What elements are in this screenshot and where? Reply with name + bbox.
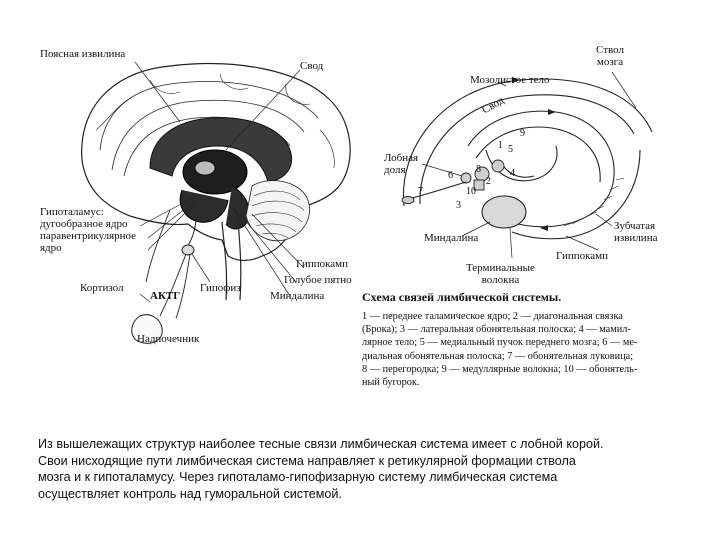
- caption: [38, 436, 688, 503]
- scheme-number-3: 3: [456, 200, 461, 211]
- legend-text: 1 — переднее таламическое ядро; 2 — диагональная связка (Брока); 3 — латеральная обонятельная полоска; 4 — мамил- лярное тело; 5 — медиальный пучок переднего мозга; 6 — ме- диальная обонятельная полоска; 7 — обонятельная луковица; 8 — перегородка; 9 — медуллярные волокна; 10 — обонятель- ный бугорок.: [362, 311, 638, 389]
- label-hypothalamus: Гипоталамус: дугообразное ядро паравентрикулярное ядро: [40, 206, 137, 254]
- scheme-number-6: 6: [448, 170, 453, 181]
- label-pituitary: Гипофиз: [200, 282, 241, 294]
- label-adrenal: Надпочечник: [137, 333, 200, 345]
- label-dentate-gyrus: Зубчатая извилина: [614, 220, 658, 244]
- scheme-number-4: 4: [510, 168, 515, 179]
- label-acth: АКТГ: [150, 290, 181, 302]
- label-terminal-fibers: Терминальные волокна: [466, 262, 535, 286]
- caption-line: осуществляет контроль над гуморальной системой.: [38, 487, 342, 502]
- label-brainstem: Ствол мозга: [596, 44, 624, 68]
- label-fornix-right: Свод: [480, 94, 507, 117]
- label-cortisol: Кортизол: [80, 282, 124, 294]
- label-hippocampus-right: Гиппокамп: [556, 250, 609, 262]
- label-frontal-lobe: Лобная доля: [384, 152, 419, 176]
- caption-line: Свои нисходящие пути лимбическая система направляет к ретикулярной формации ствола: [38, 453, 576, 468]
- label-amygdala-right: Миндалина: [424, 232, 479, 244]
- scheme-number-10: 10: [466, 186, 476, 197]
- caption-line: мозга и к гипоталамусу. Через гипоталамо-гипофизарную систему лимбическая система: [38, 470, 558, 485]
- label-locus-coeruleus: Голубое пятно: [284, 274, 352, 286]
- label-cingulate-gyrus: Поясная извилина: [40, 48, 126, 60]
- label-fornix-left: Свод: [300, 60, 324, 72]
- label-corpus-callosum: Мозолистое тело: [470, 74, 550, 86]
- scheme-number-1: 1: [498, 140, 503, 151]
- scheme-number-7: 7: [418, 186, 423, 197]
- scheme-number-9: 9: [520, 128, 525, 139]
- label-hippocampus-left: Гиппокамп: [296, 258, 349, 270]
- legend-title: Схема связей лимбической системы.: [362, 290, 562, 304]
- scheme-number-5: 5: [508, 144, 513, 155]
- scheme-number-8: 8: [476, 164, 481, 175]
- scheme-number-2: 2: [486, 176, 491, 187]
- caption-line: Из вышележащих структур наиболее тесные связи лимбическая система имеет с лобной корой.: [38, 437, 604, 451]
- label-amygdala-left: Миндалина: [270, 290, 325, 302]
